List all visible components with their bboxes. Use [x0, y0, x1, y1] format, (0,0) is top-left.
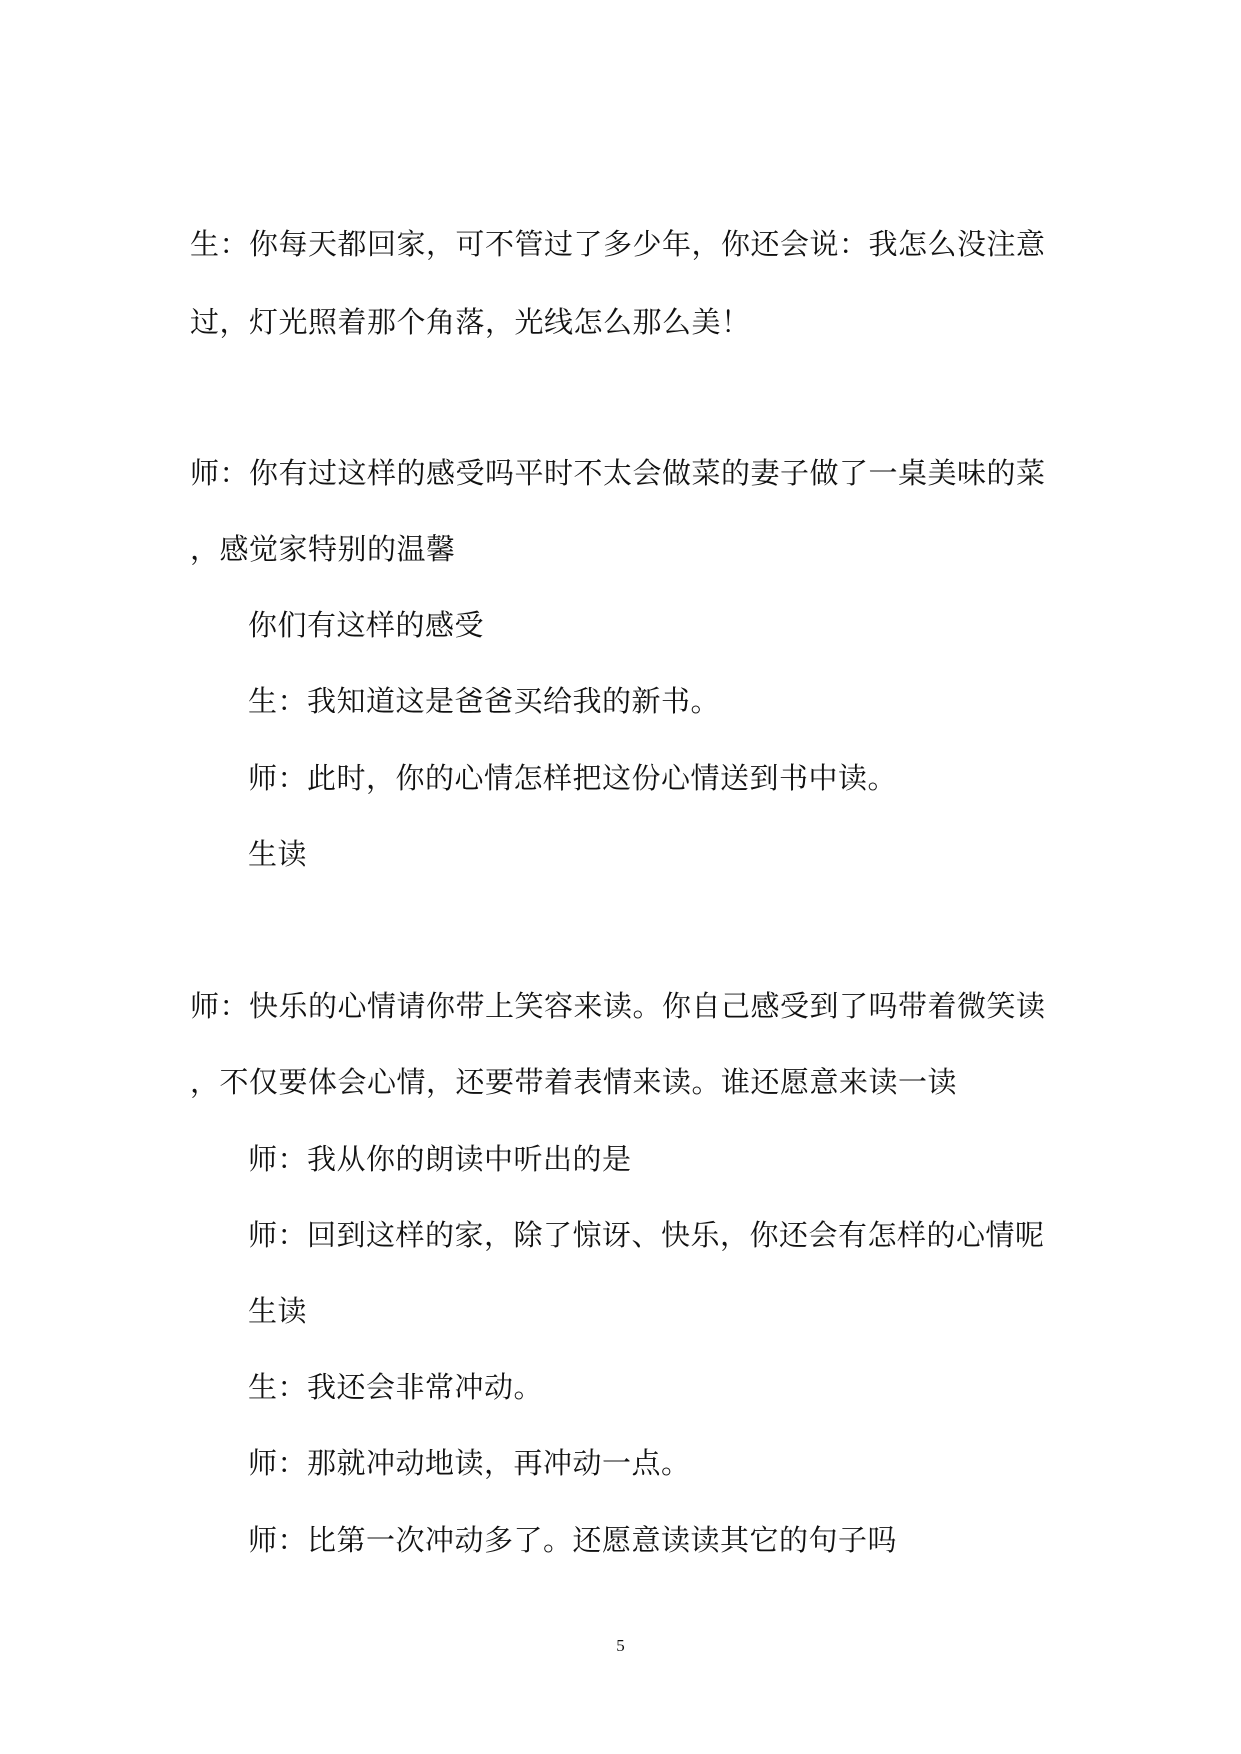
paragraph-4: 生：我知道这是爸爸买给我的新书。: [248, 684, 721, 718]
paragraph-7-line-1: 师：快乐的心情请你带上笑容来读。你自己感受到了吗带着微笑读: [190, 989, 1046, 1023]
paragraph-2-line-1: 师：你有过这样的感受吗平时不太会做菜的妻子做了一桌美味的菜: [190, 456, 1046, 490]
paragraph-1-line-1: 生：你每天都回家，可不管过了多少年，你还会说：我怎么没注意: [190, 227, 1046, 261]
paragraph-13: 师：比第一次冲动多了。还愿意读读其它的句子吗: [248, 1523, 898, 1557]
paragraph-2-line-2: ，感觉家特别的温馨: [190, 532, 456, 566]
paragraph-10: 生读: [248, 1294, 308, 1328]
paragraph-11: 生：我还会非常冲动。: [248, 1370, 544, 1404]
paragraph-6: 生读: [248, 837, 308, 871]
paragraph-7-line-2: ，不仅要体会心情，还要带着表情来读。谁还愿意来读一读: [190, 1065, 958, 1099]
page-number: 5: [616, 1636, 625, 1655]
paragraph-12: 师：那就冲动地读，再冲动一点。: [248, 1446, 691, 1480]
paragraph-8: 师：我从你的朗读中听出的是: [248, 1142, 632, 1176]
paragraph-9: 师：回到这样的家，除了惊讶、快乐，你还会有怎样的心情呢: [248, 1218, 1045, 1252]
paragraph-3: 你们有这样的感受: [248, 608, 485, 642]
paragraph-1-line-2: 过，灯光照着那个角落，光线怎么那么美！: [190, 305, 751, 339]
paragraph-5: 师：此时，你的心情怎样把这份心情送到书中读。: [248, 761, 898, 795]
